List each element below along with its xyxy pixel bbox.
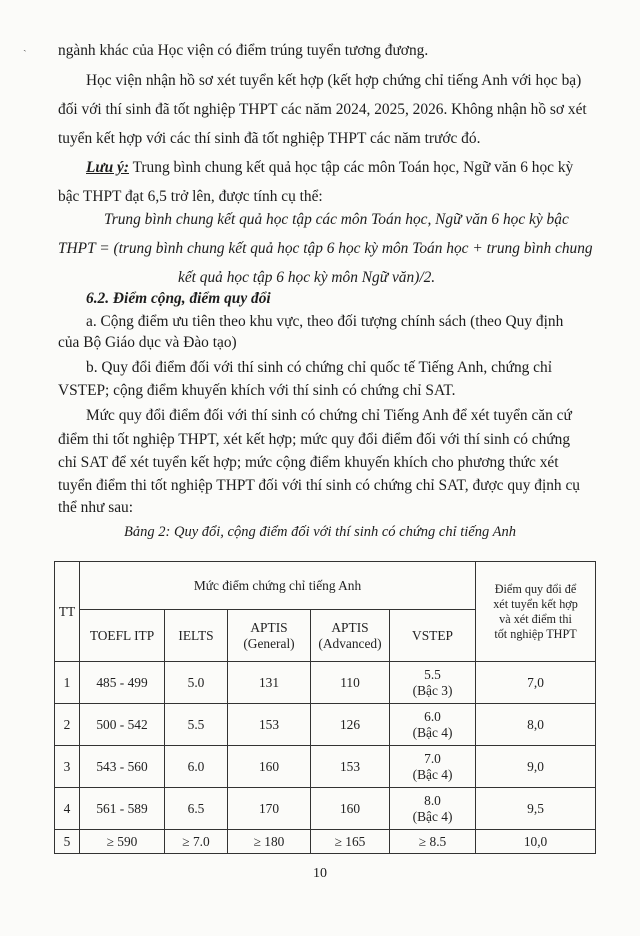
formula-line: THPT = (trung bình chung kết quả học tập 6 học kỳ môn Toán học + trung bình chung	[58, 240, 593, 257]
paragraph-line: chỉ SAT để xét tuyển kết hợp; mức cộng điểm khuyến khích cho phương thức xét	[58, 454, 559, 471]
cell-aptis-general: 160	[228, 746, 311, 788]
paragraph-line: điểm thi tốt nghiệp THPT, xét kết hợp; mức quy đổi điểm đối với thí sinh có chứng	[58, 431, 571, 448]
paragraph-continuation: ngành khác của Học viện có điểm trúng tuyển tương đương.	[58, 42, 429, 59]
header-ielts: IELTS	[165, 610, 228, 662]
cell-tt: 4	[55, 788, 80, 830]
cell-toefl: 500 - 542	[80, 704, 165, 746]
paragraph-line: tuyển điểm thi tốt nghiệp THPT đối với thí sinh có chứng chỉ SAT, được quy định cụ	[58, 477, 581, 494]
cell-toefl: 543 - 560	[80, 746, 165, 788]
page-number: 10	[313, 866, 327, 881]
cell-aptis-general: ≥ 180	[228, 830, 311, 854]
note-label: Lưu ý:	[86, 159, 129, 176]
cell-ielts: 6.5	[165, 788, 228, 830]
cell-score: 7,0	[476, 662, 596, 704]
item-b-line: VSTEP; cộng điểm khuyến khích với thí sinh có chứng chỉ SAT.	[58, 382, 456, 399]
cell-vstep: ≥ 8.5	[390, 830, 476, 854]
note-line	[86, 158, 573, 178]
cell-toefl: 561 - 589	[80, 788, 165, 830]
cell-aptis-advanced: 110	[311, 662, 390, 704]
table-caption: Bảng 2: Quy đổi, cộng điểm đối với thí sinh có chứng chỉ tiếng Anh	[124, 524, 516, 540]
section-heading: 6.2. Điểm cộng, điểm quy đổi	[86, 290, 271, 307]
cell-score: 9,5	[476, 788, 596, 830]
paragraph-line: Mức quy đổi điểm đối với thí sinh có chứng chỉ Tiếng Anh để xét tuyển căn cứ	[86, 407, 572, 424]
cell-toefl: 485 - 499	[80, 662, 165, 704]
header-vstep: VSTEP	[390, 610, 476, 662]
cell-aptis-advanced: 153	[311, 746, 390, 788]
cell-score: 9,0	[476, 746, 596, 788]
cell-aptis-advanced: 160	[311, 788, 390, 830]
cell-ielts: 5.0	[165, 662, 228, 704]
cell-aptis-general: 170	[228, 788, 311, 830]
header-score: Điểm quy đổi để xét tuyển kết hợp và xét điểm thi tốt nghiệp THPT	[476, 562, 596, 662]
header-toefl: TOEFL ITP	[80, 610, 165, 662]
cell-tt: 2	[55, 704, 80, 746]
table-row	[55, 788, 596, 830]
header-aptis-advanced: APTIS (Advanced)	[311, 610, 390, 662]
cell-score: 8,0	[476, 704, 596, 746]
header-aptis-general: APTIS (General)	[228, 610, 311, 662]
table-row	[55, 662, 596, 704]
formula-line: kết quả học tập 6 học kỳ môn Ngữ văn)/2.	[178, 269, 436, 286]
note-text: Trung bình chung kết quả học tập các môn Toán học, Ngữ văn 6 học kỳ	[129, 159, 574, 176]
cell-vstep: 8.0 (Bậc 4)	[390, 788, 476, 830]
cell-aptis-advanced: ≥ 165	[311, 830, 390, 854]
item-a-line: của Bộ Giáo dục và Đào tạo)	[58, 334, 237, 351]
item-b-line: b. Quy đổi điểm đối với thí sinh có chứng chỉ quốc tế Tiếng Anh, chứng chỉ	[86, 359, 552, 376]
cell-aptis-general: 131	[228, 662, 311, 704]
cell-vstep: 6.0 (Bậc 4)	[390, 704, 476, 746]
item-a-line: a. Cộng điểm ưu tiên theo khu vực, theo đối tượng chính sách (theo Quy định	[86, 313, 564, 330]
cell-tt: 5	[55, 830, 80, 854]
cell-tt: 1	[55, 662, 80, 704]
cell-vstep: 5.5 (Bậc 3)	[390, 662, 476, 704]
cell-ielts: 5.5	[165, 704, 228, 746]
table-row	[55, 746, 596, 788]
cell-aptis-advanced: 126	[311, 704, 390, 746]
cell-toefl: ≥ 590	[80, 830, 165, 854]
cell-ielts: ≥ 7.0	[165, 830, 228, 854]
table-row	[55, 704, 596, 746]
table-header-row	[55, 562, 596, 610]
conversion-table	[54, 561, 596, 854]
header-tt: TT	[55, 562, 80, 662]
cell-score: 10,0	[476, 830, 596, 854]
header-group: Mức điểm chứng chỉ tiếng Anh	[80, 562, 476, 610]
cell-tt: 3	[55, 746, 80, 788]
table-row	[55, 830, 596, 854]
cell-aptis-general: 153	[228, 704, 311, 746]
cell-ielts: 6.0	[165, 746, 228, 788]
stray-mark: ˏ	[23, 40, 27, 52]
note-line: bậc THPT đạt 6,5 trở lên, được tính cụ thể:	[58, 188, 323, 205]
paragraph-line: Học viện nhận hồ sơ xét tuyển kết hợp (kết hợp chứng chỉ tiếng Anh với học bạ)	[86, 72, 582, 89]
paragraph-line: thể như sau:	[58, 499, 134, 516]
paragraph-line: tuyển kết hợp với các thí sinh đã tốt nghiệp THPT các năm trước đó.	[58, 130, 481, 147]
paragraph-line: đối với thí sinh đã tốt nghiệp THPT các năm 2024, 2025, 2026. Không nhận hồ sơ xét	[58, 101, 587, 118]
cell-vstep: 7.0 (Bậc 4)	[390, 746, 476, 788]
formula-line: Trung bình chung kết quả học tập các môn Toán học, Ngữ văn 6 học kỳ bậc	[104, 211, 569, 228]
